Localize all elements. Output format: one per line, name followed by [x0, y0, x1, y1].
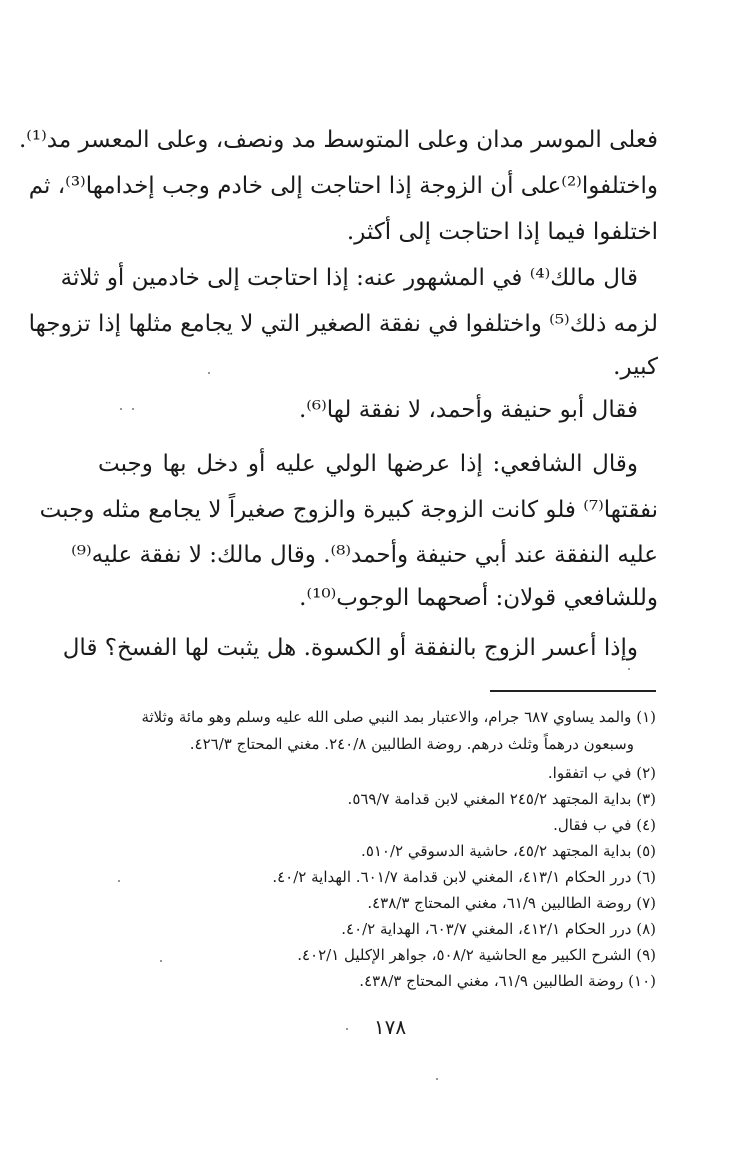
paragraph-1-line-2: واختلفوا⁽²⁾على أن الزوجة إذا احتاجت إلى خادم وجب إخدامها⁽³⁾، ثم	[28, 173, 658, 199]
footnote-number: (٩)	[636, 946, 656, 964]
paragraph-4-line-3: عليه النفقة عند أبي حنيفة وأحمد⁽⁸⁾. وقال مالك: لا نفقة عليه⁽⁹⁾	[71, 542, 658, 568]
paragraph-4-line-4: وللشافعي قولان: أصحهما الوجوب⁽¹⁰⁾.	[299, 585, 658, 611]
footnote-2	[96, 760, 656, 786]
footnote-text: روضة الطالبين ٦١/٩، مغني المحتاج ٤٣٨/٣.	[367, 894, 632, 912]
paragraph-2-line-3: كبير.	[613, 354, 658, 380]
footnote-8	[96, 916, 656, 942]
footnote-3	[96, 786, 656, 812]
footnote-text: في ب فقال.	[553, 816, 632, 834]
footnote-number: (١٠)	[628, 972, 656, 990]
footnote-text: روضة الطالبين ٦١/٩، مغني المحتاج ٤٣٨/٣.	[359, 972, 624, 990]
paragraph-3-line-1: فقال أبو حنيفة وأحمد، لا نفقة لها⁽⁶⁾.	[298, 397, 638, 423]
footnote-9	[96, 942, 656, 968]
footnote-7	[96, 890, 656, 916]
footnote-text: بداية المجتهد ٤٥/٢، حاشية الدسوقي ٥١٠/٢.	[361, 842, 632, 860]
footnote-text: بداية المجتهد ٢٤٥/٢ المغني لابن قدامة ٥٦٩/٧.	[347, 790, 632, 808]
scan-speck	[208, 372, 210, 374]
footnote-text: والمد يساوي ٦٨٧ جرام، والاعتبار بمد النبي صلى الله عليه وسلم وهو مائة وثلاثة	[141, 708, 632, 726]
paragraph-1-line-3: اختلفوا فيما إذا احتاجت إلى أكثر.	[346, 219, 658, 245]
scan-speck	[120, 408, 122, 410]
scan-speck	[628, 668, 630, 670]
footnote-number: (٢)	[636, 764, 656, 782]
scan-speck	[132, 408, 134, 410]
footnote-4	[96, 812, 656, 838]
scan-speck	[436, 1078, 438, 1080]
scan-speck	[160, 960, 162, 962]
footnote-text: الشرح الكبير مع الحاشية ٥٠٨/٢، جواهر الإكليل ٤٠٢/١.	[297, 946, 632, 964]
footnote-number: (٤)	[636, 816, 656, 834]
paragraph-2-line-1: قال مالك⁽⁴⁾ في المشهور عنه: إذا احتاجت إلى خادمين أو ثلاثة	[60, 265, 638, 291]
footnote-6	[96, 864, 656, 890]
footnote-text: درر الحكام ٤١٢/١، المغني ٦٠٣/٧، الهداية ٤٠/٢.	[341, 920, 632, 938]
scan-speck	[346, 1028, 348, 1030]
footnote-number: (٨)	[636, 920, 656, 938]
footnote-10	[96, 968, 656, 994]
footnote-number: (١)	[636, 708, 656, 726]
paragraph-1-line-1: فعلى الموسر مدان وعلى المتوسط مد ونصف، وعلى المعسر مد⁽¹⁾.	[18, 127, 658, 153]
paragraph-4-line-2: نفقتها⁽⁷⁾ فلو كانت الزوجة كبيرة والزوج صغيراً لا يجامع مثله وجبت	[39, 497, 658, 523]
footnote-5	[96, 838, 656, 864]
footnote-number: (٥)	[636, 842, 656, 860]
footnote-number: (٣)	[636, 790, 656, 808]
paragraph-4-line-1: وقال الشافعي: إذا عرضها الولي عليه أو دخل بها وجبت	[98, 451, 638, 477]
scan-speck	[118, 880, 120, 882]
footnote-1-continuation: وسبعون درهماً وثلث درهم. روضة الطالبين ٢٤٠/٨. مغني المحتاج ٤٢٦/٣.	[189, 735, 634, 753]
paragraph-2-line-2: لزمه ذلك⁽⁵⁾ واختلفوا في نفقة الصغير التي لا يجامع مثلها إذا تزوجها	[28, 311, 658, 337]
footnote-1	[96, 704, 656, 730]
footnote-number: (٦)	[636, 868, 656, 886]
page-number: ١٧٨	[373, 1015, 407, 1039]
footnote-number: (٧)	[636, 894, 656, 912]
paragraph-5-line-1: وإذا أعسر الزوج بالنفقة أو الكسوة. هل يثبت لها الفسخ؟ قال	[62, 635, 638, 661]
footnote-text: في ب اتفقوا.	[547, 764, 632, 782]
footnote-text: درر الحكام ٤١٣/١، المغني لابن قدامة ٦٠١/٧. الهداية ٤٠/٢.	[272, 868, 632, 886]
footnote-separator	[490, 690, 656, 692]
